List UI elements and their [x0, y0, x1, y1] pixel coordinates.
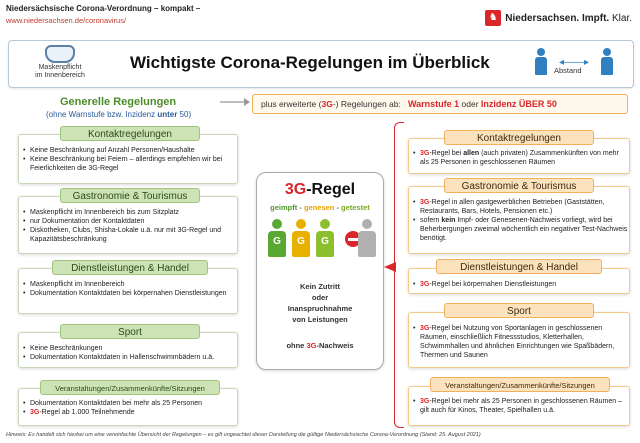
list-item: • Dokumentation Kontaktdaten in Hallenschwimmbädern u.ä. — [22, 353, 236, 362]
extended-contact-title: Kontaktregelungen — [444, 130, 594, 145]
list-item: • Dokumentation Kontaktdaten bei mehr als 25 Personen — [22, 399, 236, 408]
list-item: • Keine Beschränkungen — [22, 344, 236, 353]
brand-name: Niedersachsen. Impft. — [505, 12, 610, 24]
extended-contact-list — [412, 149, 628, 167]
brand-logo — [485, 10, 632, 26]
without-3g-proof: ohne 3G-Nachweis — [286, 341, 354, 350]
document-title: Niedersächsische Corona-Verordnung – kompakt – — [6, 4, 201, 13]
list-item: • 3G-Regel bei Nutzung von Sportanlagen in geschlossenen Räumen, einschließlich Fitnessstudios, Kletterhallen, Schwimmhallen und ähnlichen Einrichtungen wie Spaßbädern, Thermen und Saunen — [412, 324, 628, 360]
brand-klar: Klar. — [611, 12, 632, 24]
extended-sport-list — [412, 324, 628, 360]
bracket-arrow-icon — [384, 262, 396, 272]
general-services-title: Dienstleistungen & Handel — [52, 260, 208, 275]
mask-label-line-2: im Innenbereich — [35, 72, 85, 79]
list-item: • Maskenpflicht im Innenbereich — [22, 280, 236, 289]
3g-figures — [267, 219, 375, 263]
mask-label-line-1: Maskenpflicht — [38, 64, 82, 71]
extended-rules-banner: plus erweiterte (3G-) Regelungen ab: Warnstufe 1 oder Inzidenz ÜBER 50 — [252, 94, 628, 114]
general-events-title: Veranstaltungen/Zusammenkünfte/Sitzungen — [40, 380, 220, 395]
brand-text — [505, 13, 632, 24]
list-item: • Dokumentation Kontaktdaten bei körpernahen Dienstleistungen — [22, 289, 236, 298]
general-services-list — [22, 280, 236, 298]
person-icon — [600, 48, 614, 76]
extended-events-title: Veranstaltungen/Zusammenkünfte/Sitzungen — [430, 377, 610, 392]
incidence-threshold: Inzidenz ÜBER 50 — [480, 99, 557, 109]
general-rules-heading: Generelle Regelungen — [60, 96, 177, 108]
social-distance-icon — [528, 44, 628, 84]
list-item: • sofern kein Impf- oder Genesenen-Nachweis vorliegt, wird bei Beherbergungen zweimal wöchentlich ein negativer Test-Nachweis benötigt. — [412, 216, 628, 243]
extended-services-title: Dienstleistungen & Handel — [436, 259, 602, 274]
footnote: Hinweis: Es handelt sich hierbei um eine vereinfachte Übersicht der Regelungen – es gilt ungeachtet dieser Darstellung die gültige Niedersächsische Corona-Verordnung (Stand: 25. August 2021) — [6, 432, 481, 438]
vaccinated-person-icon: G — [267, 219, 287, 261]
person-icon — [534, 48, 548, 76]
3g-marker: 3G — [30, 409, 40, 416]
general-sport-title: Sport — [60, 324, 200, 339]
general-contact-list — [22, 146, 236, 173]
extended-sport-title: Sport — [444, 303, 594, 318]
no-entry-text: Kein Zutritt oder Inanspruchnahme von Leistungen — [287, 282, 353, 324]
extended-gastro-list — [412, 198, 628, 243]
page-title: Wichtigste Corona-Regelungen im Überblick — [130, 53, 490, 72]
extended-gastro-title: Gastronomie & Tourismus — [444, 178, 594, 193]
general-events-list — [22, 399, 236, 417]
general-rules-subtitle: (ohne Warnstufe bzw. Inzidenz unter 50) — [46, 110, 192, 119]
general-gastro-title: Gastronomie & Tourismus — [60, 188, 200, 203]
list-item: • Maskenpflicht im Innenbereich bis zum Sitzplatz — [22, 208, 236, 217]
recovered-person-icon: G — [291, 219, 311, 261]
list-item: • 3G-Regel bei allen (auch privaten) Zusammenkünften von mehr als 25 Personen in geschlossenen Räumen — [412, 149, 628, 167]
arrow-right-icon — [220, 97, 250, 107]
list-item: • Keine Beschränkung bei Feiern – allerdings empfehlen wir bei Feierlichkeiten die 3G-Regel — [22, 155, 236, 173]
list-item: • 3G-Regel bei mehr als 25 Personen in geschlossenen Räumen – gilt auch für Kinos, Theater, Spielhallen u.ä. — [412, 397, 628, 415]
extended-events-list — [412, 397, 628, 415]
general-contact-title: Kontaktregelungen — [60, 126, 200, 141]
3g-rule-title: 3G-Regel — [284, 181, 356, 198]
denied-person-icon — [357, 219, 377, 261]
distance-label: Abstand — [554, 66, 582, 75]
mask-requirement-badge — [10, 42, 110, 86]
list-item: • 3G-Regel in allen gastgewerblichen Betrieben (Gaststätten, Restaurants, Bars, Hotels, Pensionen etc.) — [412, 198, 628, 216]
list-item: • Keine Beschränkung auf Anzahl Personen/Haushalte — [22, 146, 236, 155]
bracket-divider — [394, 122, 404, 428]
general-gastro-list — [22, 208, 236, 244]
list-item: • nur Dokumentation der Kontaktdaten — [22, 217, 236, 226]
3g-rule-panel — [256, 172, 384, 370]
extended-services-list — [412, 280, 628, 289]
list-item: • 3G-Regel ab 1.000 Teilnehmende — [22, 408, 236, 417]
distance-arrow-icon: ◂——▸ — [558, 57, 590, 68]
source-url-link[interactable]: www.niedersachsen.de/coronavirus/ — [6, 16, 127, 25]
niedersachsen-horse-icon: ♞ — [485, 10, 501, 26]
list-item: • 3G-Regel bei körpernahen Dienstleistungen — [412, 280, 628, 289]
list-item: • Diskotheken, Clubs, Shisha-Lokale u.ä. nur mit 3G-Regel und Kapazitätsbeschränkung — [22, 226, 236, 244]
tested-person-icon: G — [315, 219, 335, 261]
3g-rule-subtitle: geimpft - genesen - getestet — [270, 203, 370, 212]
warning-level: Warnstufe 1 — [407, 99, 460, 109]
face-mask-icon — [45, 45, 75, 63]
general-sport-list — [22, 344, 236, 362]
